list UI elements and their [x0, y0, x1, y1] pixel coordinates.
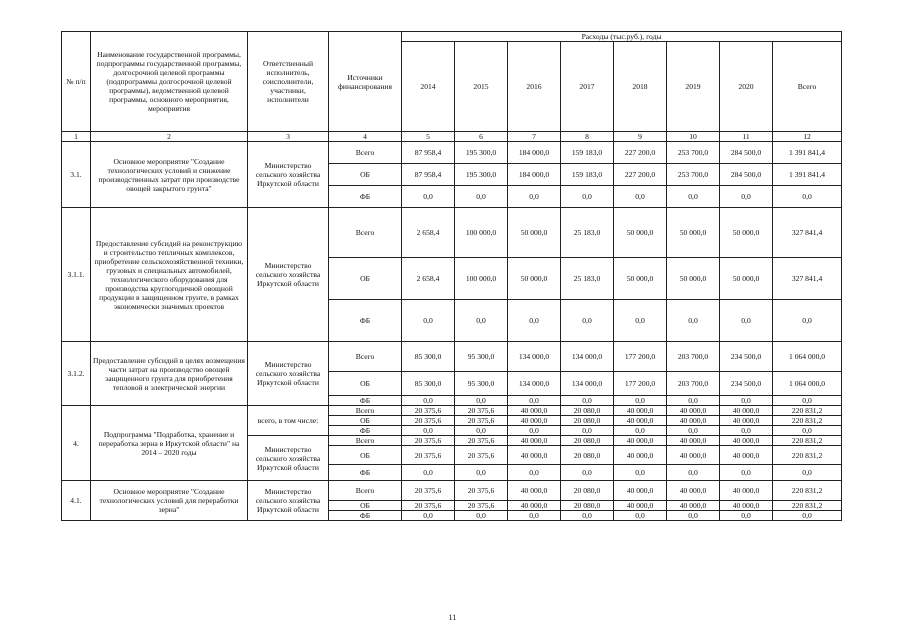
total-cell: 1 064 000,0 [773, 342, 842, 372]
value-cell: 40 000,0 [667, 446, 720, 465]
value-cell: 50 000,0 [720, 258, 773, 300]
value-cell: 0,0 [508, 186, 561, 208]
value-cell: 0,0 [667, 511, 720, 521]
value-cell: 40 000,0 [720, 446, 773, 465]
value-cell: 0,0 [667, 396, 720, 406]
value-cell: 40 000,0 [720, 501, 773, 511]
header-num: № п/п [62, 32, 91, 132]
header-year: 2018 [614, 42, 667, 132]
col-number: 3 [248, 132, 329, 142]
value-cell: 40 000,0 [508, 406, 561, 416]
value-cell: 50 000,0 [720, 208, 773, 258]
value-cell: 0,0 [561, 396, 614, 406]
value-cell: 0,0 [561, 511, 614, 521]
header-year: 2014 [402, 42, 455, 132]
header-total: Всего [773, 42, 842, 132]
value-cell: 20 375,6 [402, 446, 455, 465]
source-cell: ФБ [329, 426, 402, 436]
value-cell: 50 000,0 [667, 208, 720, 258]
source-cell: Всего [329, 406, 402, 416]
responsible-executor: Министерство сельского хозяйства Иркутской области [248, 436, 329, 481]
total-cell: 327 841,4 [773, 208, 842, 258]
responsible-executor: Министерство сельского хозяйства Иркутской области [248, 208, 329, 342]
total-cell: 220 831,2 [773, 481, 842, 501]
value-cell: 195 300,0 [455, 142, 508, 164]
measure-name: Подпрограмма "Подработка, хранение и переработка зерна в Иркутской области" на 2014 – 2020 годы [91, 406, 248, 481]
expenses-table [61, 31, 842, 521]
source-cell: ОБ [329, 372, 402, 396]
value-cell: 50 000,0 [614, 258, 667, 300]
value-cell: 40 000,0 [720, 416, 773, 426]
header-sources: Источники финансирования [329, 32, 402, 132]
value-cell: 0,0 [720, 465, 773, 481]
value-cell: 0,0 [508, 426, 561, 436]
header-year: 2020 [720, 42, 773, 132]
source-cell: Всего [329, 142, 402, 164]
value-cell: 0,0 [508, 465, 561, 481]
value-cell: 0,0 [614, 300, 667, 342]
total-cell: 0,0 [773, 300, 842, 342]
value-cell: 40 000,0 [667, 416, 720, 426]
source-cell: Всего [329, 481, 402, 501]
source-cell: ФБ [329, 396, 402, 406]
total-cell: 220 831,2 [773, 436, 842, 446]
value-cell: 20 375,6 [455, 416, 508, 426]
column-numbers-row [62, 132, 842, 142]
row-index: 4.1. [62, 481, 91, 521]
source-cell: ОБ [329, 446, 402, 465]
header-expenses: Расходы (тыс.руб.), годы [402, 32, 842, 42]
header-year: 2017 [561, 42, 614, 132]
value-cell: 0,0 [667, 300, 720, 342]
total-cell: 220 831,2 [773, 416, 842, 426]
value-cell: 234 500,0 [720, 342, 773, 372]
row-index: 4. [62, 406, 91, 481]
header-responsible: Ответственный исполнитель, соисполнители, участники, исполнители [248, 32, 329, 132]
value-cell: 20 375,6 [455, 446, 508, 465]
table-row [62, 142, 842, 164]
col-number: 1 [62, 132, 91, 142]
total-cell: 220 831,2 [773, 406, 842, 416]
value-cell: 95 300,0 [455, 372, 508, 396]
total-cell: 1 391 841,4 [773, 142, 842, 164]
value-cell: 0,0 [614, 511, 667, 521]
responsible-executor: Министерство сельского хозяйства Иркутской области [248, 481, 329, 521]
value-cell: 40 000,0 [667, 436, 720, 446]
total-cell: 220 831,2 [773, 501, 842, 511]
value-cell: 40 000,0 [614, 436, 667, 446]
value-cell: 0,0 [508, 396, 561, 406]
value-cell: 40 000,0 [667, 406, 720, 416]
value-cell: 0,0 [667, 465, 720, 481]
value-cell: 87 958,4 [402, 164, 455, 186]
source-cell: Всего [329, 436, 402, 446]
value-cell: 40 000,0 [720, 481, 773, 501]
value-cell: 50 000,0 [614, 208, 667, 258]
value-cell: 0,0 [667, 186, 720, 208]
header-year: 2019 [667, 42, 720, 132]
value-cell: 100 000,0 [455, 258, 508, 300]
value-cell: 0,0 [720, 300, 773, 342]
value-cell: 40 000,0 [614, 481, 667, 501]
responsible-executor: всего, в том числе: [248, 406, 329, 436]
row-index: 3.1.1. [62, 208, 91, 342]
value-cell: 20 375,6 [402, 416, 455, 426]
value-cell: 0,0 [561, 186, 614, 208]
col-number: 11 [720, 132, 773, 142]
source-cell: Всего [329, 208, 402, 258]
value-cell: 40 000,0 [720, 406, 773, 416]
total-cell: 220 831,2 [773, 446, 842, 465]
value-cell: 50 000,0 [667, 258, 720, 300]
value-cell: 0,0 [561, 465, 614, 481]
value-cell: 159 183,0 [561, 164, 614, 186]
value-cell: 40 000,0 [508, 446, 561, 465]
total-cell: 327 841,4 [773, 258, 842, 300]
value-cell: 203 700,0 [667, 342, 720, 372]
value-cell: 40 000,0 [508, 416, 561, 426]
value-cell: 284 500,0 [720, 164, 773, 186]
col-number: 5 [402, 132, 455, 142]
total-cell: 0,0 [773, 396, 842, 406]
value-cell: 20 080,0 [561, 436, 614, 446]
source-cell: Всего [329, 342, 402, 372]
col-number: 9 [614, 132, 667, 142]
value-cell: 40 000,0 [614, 406, 667, 416]
value-cell: 0,0 [402, 300, 455, 342]
source-cell: ФБ [329, 186, 402, 208]
value-cell: 20 375,6 [402, 406, 455, 416]
value-cell: 0,0 [402, 396, 455, 406]
value-cell: 184 000,0 [508, 142, 561, 164]
value-cell: 0,0 [508, 300, 561, 342]
value-cell: 25 183,0 [561, 258, 614, 300]
value-cell: 0,0 [455, 465, 508, 481]
value-cell: 20 375,6 [455, 406, 508, 416]
header-row-top [62, 32, 842, 42]
value-cell: 0,0 [561, 426, 614, 436]
responsible-executor: Министерство сельского хозяйства Иркутской области [248, 342, 329, 406]
total-cell: 1 064 000,0 [773, 372, 842, 396]
value-cell: 85 300,0 [402, 372, 455, 396]
total-cell: 0,0 [773, 511, 842, 521]
value-cell: 0,0 [455, 396, 508, 406]
value-cell: 177 200,0 [614, 342, 667, 372]
value-cell: 284 500,0 [720, 142, 773, 164]
value-cell: 40 000,0 [508, 436, 561, 446]
value-cell: 0,0 [561, 300, 614, 342]
source-cell: ОБ [329, 501, 402, 511]
measure-name: Предоставление субсидий в целях возмещения части затрат на производство овощей защищенного грунта для приобретения тепловой и электрической энергии [91, 342, 248, 406]
value-cell: 0,0 [455, 300, 508, 342]
value-cell: 253 700,0 [667, 164, 720, 186]
value-cell: 95 300,0 [455, 342, 508, 372]
col-number: 7 [508, 132, 561, 142]
value-cell: 227 200,0 [614, 142, 667, 164]
col-number: 2 [91, 132, 248, 142]
value-cell: 20 375,6 [402, 436, 455, 446]
value-cell: 20 375,6 [455, 481, 508, 501]
table-row [62, 406, 842, 416]
header-name: Наименование государственной программы, подпрограммы государственной программы, долгосрочной целевой программы (подпрограммы долгосрочной целевой программы), ведомственной целевой программы, основного мероприятия, мероприятия [91, 32, 248, 132]
measure-name: Основное мероприятие "Создание технологических условий для переработки зерна" [91, 481, 248, 521]
value-cell: 50 000,0 [508, 208, 561, 258]
col-number: 4 [329, 132, 402, 142]
value-cell: 0,0 [455, 426, 508, 436]
table-row [62, 208, 842, 258]
header-year: 2015 [455, 42, 508, 132]
value-cell: 159 183,0 [561, 142, 614, 164]
source-cell: ФБ [329, 300, 402, 342]
source-cell: ОБ [329, 416, 402, 426]
measure-name: Предоставление субсидий на реконструкцию и строительство тепличных комплексов, приобретение сельскохозяйственной техники, грузовых и специальных автомобилей, технологического оборудования для производства круглогодичной овощной продукции в защищенном грунте, в рамках экономически значимых проектов [91, 208, 248, 342]
value-cell: 0,0 [402, 186, 455, 208]
value-cell: 20 080,0 [561, 501, 614, 511]
value-cell: 0,0 [455, 186, 508, 208]
responsible-executor: Министерство сельского хозяйства Иркутской области [248, 142, 329, 208]
value-cell: 195 300,0 [455, 164, 508, 186]
value-cell: 0,0 [720, 186, 773, 208]
value-cell: 0,0 [402, 465, 455, 481]
source-cell: ОБ [329, 164, 402, 186]
value-cell: 2 658,4 [402, 258, 455, 300]
value-cell: 20 375,6 [455, 436, 508, 446]
total-cell: 0,0 [773, 426, 842, 436]
value-cell: 87 958,4 [402, 142, 455, 164]
measure-name: Основное мероприятие "Создание технологических условий и снижение производственных затрат при производстве овощей закрытого грунта" [91, 142, 248, 208]
value-cell: 177 200,0 [614, 372, 667, 396]
value-cell: 234 500,0 [720, 372, 773, 396]
value-cell: 25 183,0 [561, 208, 614, 258]
col-number: 10 [667, 132, 720, 142]
source-cell: ФБ [329, 465, 402, 481]
value-cell: 134 000,0 [508, 372, 561, 396]
value-cell: 50 000,0 [508, 258, 561, 300]
value-cell: 0,0 [614, 426, 667, 436]
value-cell: 40 000,0 [614, 416, 667, 426]
value-cell: 20 080,0 [561, 416, 614, 426]
value-cell: 2 658,4 [402, 208, 455, 258]
header-year: 2016 [508, 42, 561, 132]
value-cell: 0,0 [455, 511, 508, 521]
value-cell: 203 700,0 [667, 372, 720, 396]
value-cell: 0,0 [614, 465, 667, 481]
value-cell: 0,0 [720, 426, 773, 436]
source-cell: ОБ [329, 258, 402, 300]
value-cell: 20 375,6 [402, 501, 455, 511]
value-cell: 227 200,0 [614, 164, 667, 186]
row-index: 3.1. [62, 142, 91, 208]
value-cell: 0,0 [614, 396, 667, 406]
value-cell: 253 700,0 [667, 142, 720, 164]
value-cell: 40 000,0 [720, 436, 773, 446]
row-index: 3.1.2. [62, 342, 91, 406]
value-cell: 40 000,0 [508, 481, 561, 501]
value-cell: 0,0 [402, 426, 455, 436]
value-cell: 100 000,0 [455, 208, 508, 258]
total-cell: 1 391 841,4 [773, 164, 842, 186]
value-cell: 40 000,0 [667, 501, 720, 511]
value-cell: 0,0 [614, 186, 667, 208]
table-row [62, 342, 842, 372]
value-cell: 20 080,0 [561, 481, 614, 501]
col-number: 6 [455, 132, 508, 142]
value-cell: 40 000,0 [667, 481, 720, 501]
value-cell: 0,0 [720, 511, 773, 521]
value-cell: 20 375,6 [455, 501, 508, 511]
value-cell: 0,0 [720, 396, 773, 406]
col-number: 8 [561, 132, 614, 142]
value-cell: 20 080,0 [561, 446, 614, 465]
value-cell: 134 000,0 [508, 342, 561, 372]
value-cell: 134 000,0 [561, 372, 614, 396]
value-cell: 0,0 [508, 511, 561, 521]
table-row [62, 481, 842, 501]
value-cell: 0,0 [402, 511, 455, 521]
value-cell: 20 375,6 [402, 481, 455, 501]
page-number: 11 [448, 613, 457, 622]
value-cell: 40 000,0 [614, 501, 667, 511]
value-cell: 134 000,0 [561, 342, 614, 372]
value-cell: 85 300,0 [402, 342, 455, 372]
total-cell: 0,0 [773, 186, 842, 208]
source-cell: ФБ [329, 511, 402, 521]
value-cell: 40 000,0 [614, 446, 667, 465]
value-cell: 184 000,0 [508, 164, 561, 186]
col-number: 12 [773, 132, 842, 142]
value-cell: 40 000,0 [508, 501, 561, 511]
value-cell: 20 080,0 [561, 406, 614, 416]
total-cell: 0,0 [773, 465, 842, 481]
value-cell: 0,0 [667, 426, 720, 436]
